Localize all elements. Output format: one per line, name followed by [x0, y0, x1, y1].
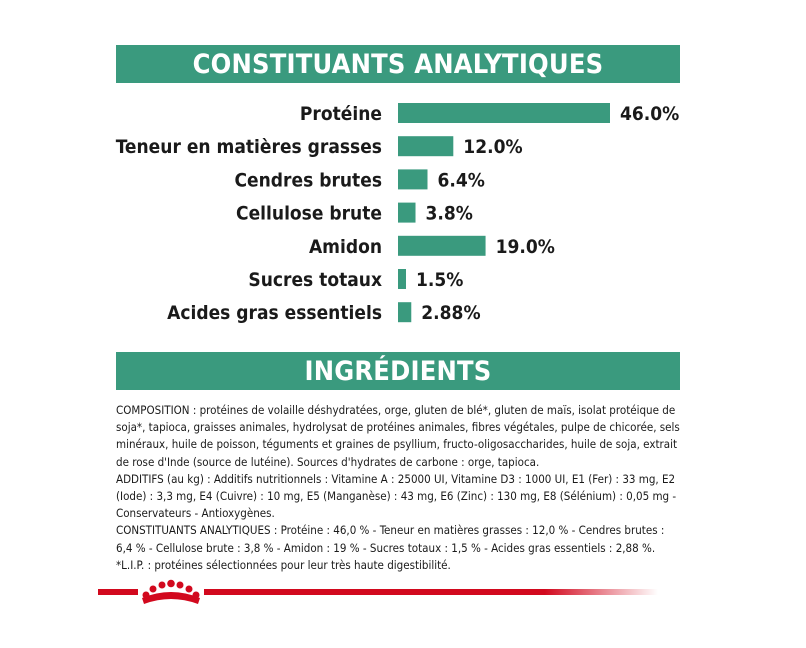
value-label: 46.0%: [620, 103, 680, 125]
ingredients-heading: INGRÉDIENTS: [116, 352, 680, 390]
category-label: Sucres totaux: [248, 269, 382, 291]
bar: [398, 169, 427, 189]
value-label: 19.0%: [495, 235, 555, 258]
analytics-heading: CONSTITUANTS ANALYTIQUES: [116, 45, 680, 83]
value-label: 3.8%: [425, 202, 473, 225]
crown-logo-icon: [142, 580, 200, 604]
footer-stripe-left: [98, 589, 138, 595]
category-label: Cellulose brute: [236, 202, 382, 225]
category-label: Protéine: [299, 103, 382, 125]
brand-footer: [98, 578, 658, 608]
bar: [398, 203, 416, 223]
bar: [398, 269, 406, 289]
bar: [398, 302, 411, 322]
lip-footnote: *L.I.P. : protéines sélectionnées pour leur très haute digestibilité.: [116, 557, 451, 572]
category-label: Amidon: [308, 235, 382, 258]
analytics-paragraph: CONSTITUANTS ANALYTIQUES : Protéine : 46,0 % - Teneur en matières grasses : 12,0 % - Cendres brutes : 6,4 % - Cellulose brute : 3,8 % - Amidon : 19 % - Sucres totaux : 1,5 % - Acides gras essentiels : 2,88 %.: [116, 523, 665, 555]
additives-paragraph: ADDITIFS (au kg) : Additifs nutritionnels : Vitamine A : 25000 UI, Vitamine D3 : 1000 UI, E1 (Fer) : 33 mg, E2 (Iode) : 3,3 mg, E4 (Cuivre) : 10 mg, E5 (Manganèse) : 43 mg, E6 (Zinc) : 130 mg, E8 (Sélénium) : 0,05 mg - Conservateurs - Antioxygènes.: [116, 471, 677, 521]
value-label: 2.88%: [421, 302, 481, 325]
category-label: Cendres brutes: [234, 169, 382, 192]
bar: [398, 136, 453, 156]
footer-stripe-right: [204, 589, 658, 595]
category-label: Acides gras essentiels: [167, 302, 382, 325]
value-label: 6.4%: [437, 169, 485, 192]
value-label: 12.0%: [463, 136, 523, 159]
analytics-bar-chart: [0, 95, 806, 335]
value-label: 1.5%: [416, 269, 464, 291]
category-label: Teneur en matières grasses: [115, 136, 382, 159]
ingredients-text: [116, 402, 684, 574]
bar: [398, 236, 486, 256]
bar: [398, 103, 610, 123]
composition-paragraph: COMPOSITION : protéines de volaille déshydratées, orge, gluten de blé*, gluten de maïs, isolat protéique de soja*, tapioca, graisses animales, hydrolysat de protéines animales, fibres végétales, pulpe de chicorée, sels minéraux, huile de poisson, téguments et graines de psyllium, fructo-oligosaccharides, huile de soja, extrait de rose d'Inde (source de lutéine). Sources d'hydrates de carbone : orge, tapioca.: [116, 403, 680, 469]
